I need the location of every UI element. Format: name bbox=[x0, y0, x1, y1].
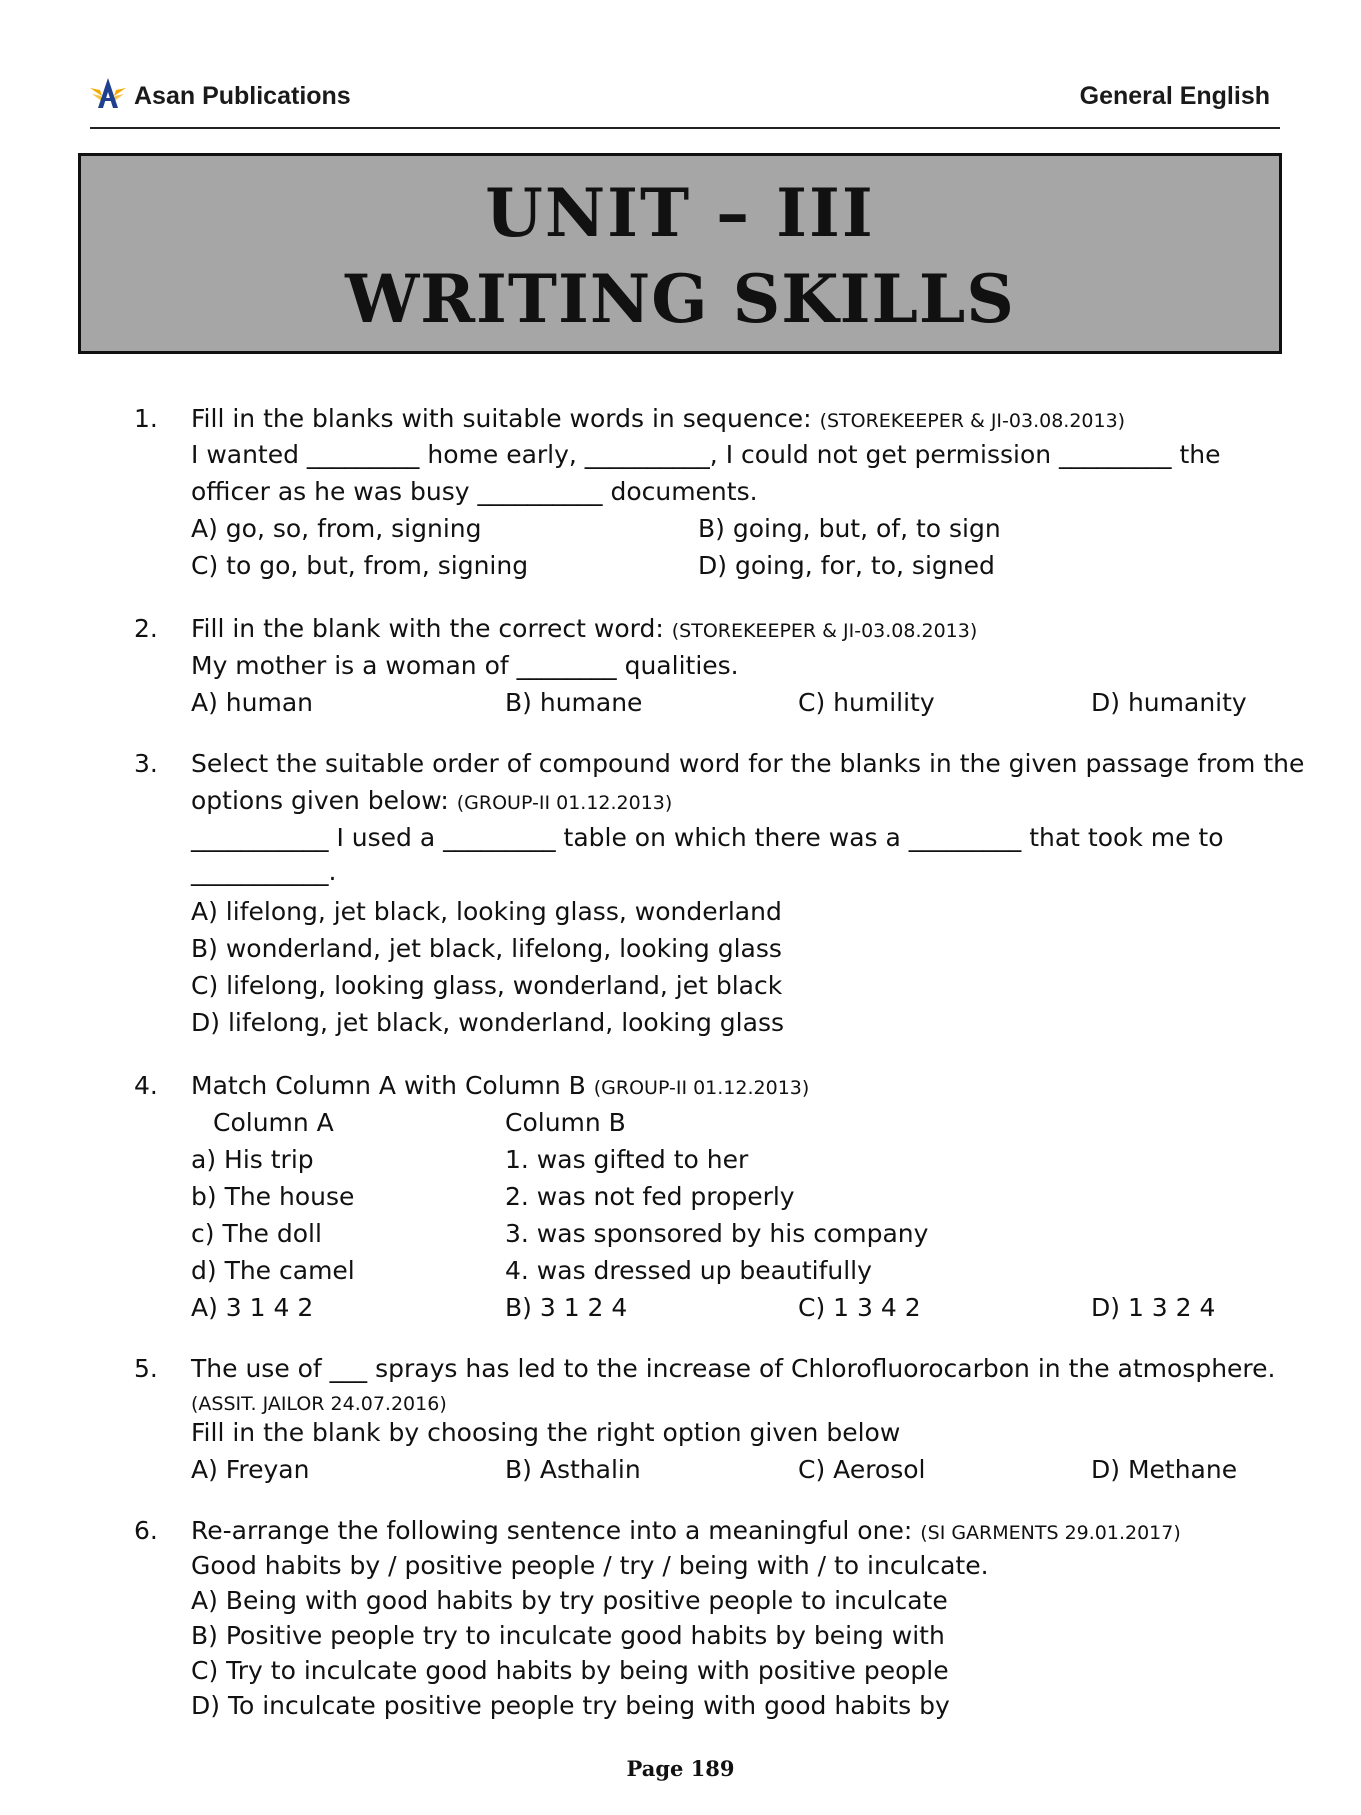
option-c: C) Try to inculcate good habits by being with positive people bbox=[191, 1656, 949, 1685]
question-text: Fill in the blank by choosing the right option given below bbox=[191, 1418, 901, 1447]
page-header bbox=[88, 74, 1280, 118]
option-b: B) wonderland, jet black, lifelong, looking glass bbox=[191, 934, 782, 963]
stem-text: Re-arrange the following sentence into a meaningful one: bbox=[191, 1516, 913, 1545]
option-d: D) Methane bbox=[1091, 1455, 1238, 1484]
unit-number: UNIT – III bbox=[485, 174, 875, 252]
match-item-a: d) The camel bbox=[191, 1256, 355, 1285]
publisher-name: Asan Publications bbox=[134, 82, 351, 110]
unit-title-box bbox=[78, 153, 1282, 354]
question-number: 6. bbox=[134, 1516, 158, 1545]
match-item-a: a) His trip bbox=[191, 1145, 314, 1174]
question-stem bbox=[191, 1516, 1181, 1545]
exam-reference: (STOREKEEPER & JI-03.08.2013) bbox=[671, 620, 978, 642]
match-item-b: 4. was dressed up beautifully bbox=[505, 1256, 872, 1285]
option-d: D) lifelong, jet black, wonderland, looking glass bbox=[191, 1008, 784, 1037]
page-number: Page 189 bbox=[626, 1756, 735, 1781]
option-d: D) humanity bbox=[1091, 688, 1247, 717]
option-b: B) going, but, of, to sign bbox=[698, 514, 1001, 543]
question-stem: Select the suitable order of compound word for the blanks in the given passage from the bbox=[191, 749, 1305, 778]
option-a: A) lifelong, jet black, looking glass, wonderland bbox=[191, 897, 782, 926]
option-c: C) 1 3 4 2 bbox=[798, 1293, 921, 1322]
question-text: I wanted _________ home early, __________, I could not get permission _________ the bbox=[191, 440, 1221, 469]
match-item-b: 3. was sponsored by his company bbox=[505, 1219, 929, 1248]
option-b: B) Asthalin bbox=[505, 1455, 641, 1484]
exam-reference: (STOREKEEPER & JI-03.08.2013) bbox=[819, 410, 1126, 432]
question-stem bbox=[191, 786, 672, 815]
option-b: B) Positive people try to inculcate good habits by being with bbox=[191, 1621, 945, 1650]
exam-reference: (GROUP-II 01.12.2013) bbox=[593, 1077, 810, 1099]
option-d: D) going, for, to, signed bbox=[698, 551, 995, 580]
option-c: C) lifelong, looking glass, wonderland, jet black bbox=[191, 971, 783, 1000]
option-b: B) humane bbox=[505, 688, 643, 717]
question-stem: The use of ___ sprays has led to the increase of Chlorofluorocarbon in the atmosphere. bbox=[191, 1354, 1276, 1383]
question-text: My mother is a woman of ________ qualities. bbox=[191, 651, 739, 680]
question-number: 2. bbox=[134, 614, 158, 643]
match-item-b: 1. was gifted to her bbox=[505, 1145, 749, 1174]
option-a: A) go, so, from, signing bbox=[191, 514, 482, 543]
subject-name: General English bbox=[1079, 82, 1270, 110]
column-a-header: Column A bbox=[213, 1108, 334, 1137]
question-text: ___________ I used a _________ table on which there was a _________ that took me to bbox=[191, 823, 1224, 852]
question-number: 1. bbox=[134, 404, 158, 433]
option-a: A) Being with good habits by try positive people to inculcate bbox=[191, 1586, 948, 1615]
stem-text: Match Column A with Column B bbox=[191, 1071, 586, 1100]
question-text: Good habits by / positive people / try / being with / to inculcate. bbox=[191, 1551, 989, 1580]
exam-reference: (GROUP-II 01.12.2013) bbox=[456, 792, 673, 814]
match-item-a: b) The house bbox=[191, 1182, 355, 1211]
column-b-header: Column B bbox=[505, 1108, 626, 1137]
question-number: 5. bbox=[134, 1354, 158, 1383]
question-stem bbox=[191, 404, 1125, 433]
stem-text: Fill in the blank with the correct word: bbox=[191, 614, 664, 643]
question-stem bbox=[191, 1071, 809, 1100]
option-d: D) 1 3 2 4 bbox=[1091, 1293, 1216, 1322]
unit-title: WRITING SKILLS bbox=[345, 260, 1015, 338]
stem-text: options given below: bbox=[191, 786, 449, 815]
option-c: C) to go, but, from, signing bbox=[191, 551, 529, 580]
option-a: A) 3 1 4 2 bbox=[191, 1293, 314, 1322]
option-b: B) 3 1 2 4 bbox=[505, 1293, 628, 1322]
stem-text: Fill in the blanks with suitable words in sequence: bbox=[191, 404, 812, 433]
option-a: A) human bbox=[191, 688, 314, 717]
option-d: D) To inculcate positive people try being with good habits by bbox=[191, 1691, 950, 1720]
question-number: 3. bbox=[134, 749, 158, 778]
header-divider bbox=[90, 127, 1280, 129]
option-c: C) humility bbox=[798, 688, 935, 717]
question-number: 4. bbox=[134, 1071, 158, 1100]
match-item-b: 2. was not fed properly bbox=[505, 1182, 795, 1211]
option-a: A) Freyan bbox=[191, 1455, 310, 1484]
exam-reference: (ASSIT. JAILOR 24.07.2016) bbox=[191, 1393, 447, 1415]
winged-a-logo bbox=[88, 74, 128, 114]
question-stem bbox=[191, 614, 977, 643]
question-text: officer as he was busy __________ documents. bbox=[191, 477, 758, 506]
question-text: ___________. bbox=[191, 857, 337, 886]
option-c: C) Aerosol bbox=[798, 1455, 926, 1484]
match-item-a: c) The doll bbox=[191, 1219, 322, 1248]
exam-reference: (SI GARMENTS 29.01.2017) bbox=[920, 1522, 1181, 1544]
